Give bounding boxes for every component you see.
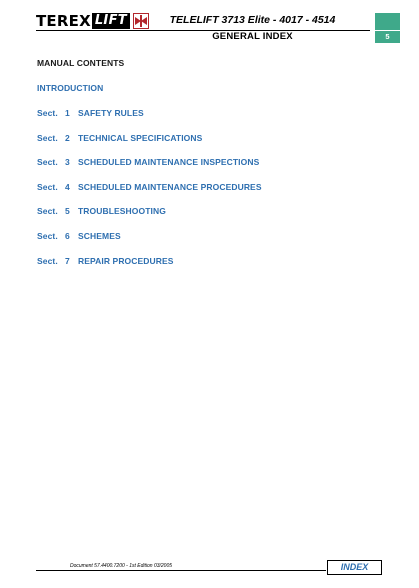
section-title-text: TECHNICAL SPECIFICATIONS [78,133,203,143]
section-title-text: SCHEDULED MAINTENANCE INSPECTIONS [78,157,260,167]
section-number: 1 [65,108,70,118]
section-number: 4 [65,182,70,192]
terex-lift-logo [36,12,149,30]
section-title: GENERAL INDEX [212,31,293,42]
section-label: Sect. [37,182,58,192]
logo-lift-text: LIFT [92,13,130,29]
page-tab-number: 5 [375,31,400,43]
index-tab-link[interactable]: INDEX [327,560,382,575]
section-label: Sect. [37,108,58,118]
section-label: Sect. [37,256,58,266]
section-label: Sect. [37,133,58,143]
model-title: TELELIFT 3713 Elite - 4017 - 4514 [169,14,336,26]
manual-contents-heading: MANUAL CONTENTS [37,58,125,68]
section-number: 2 [65,133,70,143]
chapter-tab-marker [375,13,400,30]
document-reference: Document 57.4400.7200 - 1st Edition 03/2005 [70,563,173,569]
toc-introduction-link[interactable]: INTRODUCTION [37,83,104,93]
section-title-text: REPAIR PROCEDURES [78,256,174,266]
section-number: 7 [65,256,70,266]
section-label: Sect. [37,157,58,167]
section-title-text: TROUBLESHOOTING [78,206,166,216]
section-title-text: SAFETY RULES [78,108,144,118]
section-number: 6 [65,231,70,241]
section-title-text: SCHEDULED MAINTENANCE PROCEDURES [78,182,262,192]
section-title-text: SCHEMES [78,231,121,241]
section-number: 3 [65,157,70,167]
footer-divider [36,570,326,571]
section-number: 5 [65,206,70,216]
section-label: Sect. [37,206,58,216]
section-label: Sect. [37,231,58,241]
logo-terex-text: TEREX [36,12,91,30]
